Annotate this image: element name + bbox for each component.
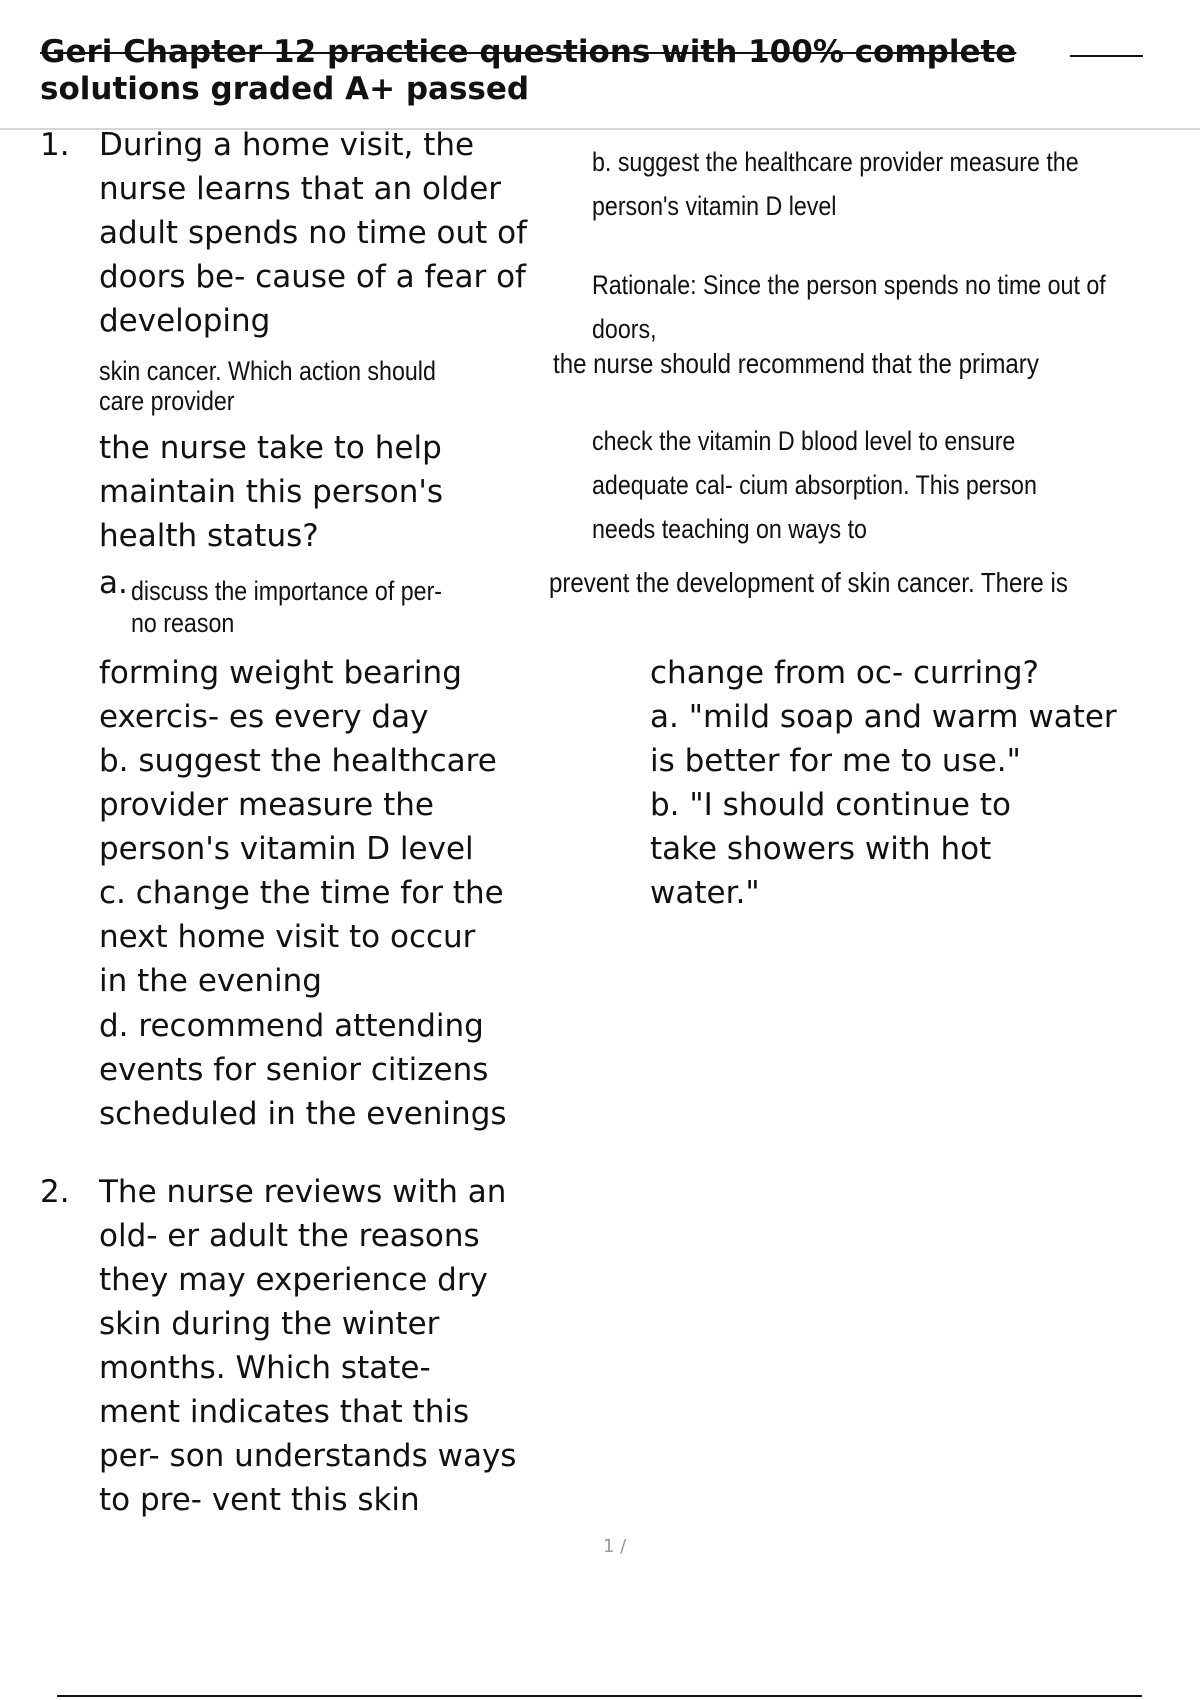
- document-title: [40, 34, 1140, 108]
- option-a-end: forming weight bearing exercis- es every day: [99, 655, 462, 735]
- question-1-answer: b. suggest the healthcare provider measure the person's vitamin D level: [592, 147, 1079, 221]
- question-1-stem-end: the nurse take to help maintain this person's health status?: [99, 430, 444, 554]
- question-2-continuation: change from oc- curring? a. "mild soap and warm water is better for me to use." b. "I should continue to take showers with hot water.": [650, 655, 1117, 911]
- question-1-rationale: Rationale: Since the person spends no time out of doors,: [592, 270, 1106, 344]
- option-c: c. change the time for the next home visit to occur in the evening: [99, 875, 504, 999]
- question-1-stem-continued: skin cancer. Which action should: [99, 356, 436, 386]
- question-1-rationale-end: prevent the development of skin cancer. There is: [549, 567, 1068, 598]
- question-1-number: 1.: [40, 127, 70, 163]
- question-2-stem: The nurse reviews with an old- er adult the reasons they may experience dry skin during the winter months. Which state- ment indicates that this per- son understands ways to pre- vent this skin: [99, 1174, 517, 1518]
- option-a-letter: a.: [99, 565, 128, 601]
- title-line-1: Geri Chapter 12 practice questions with 100% complete: [40, 34, 1017, 70]
- option-d: d. recommend attending events for senior citizens scheduled in the evenings: [99, 1008, 507, 1132]
- question-1-stem-wrap: care provider: [99, 386, 235, 416]
- footer-divider: [57, 1695, 1142, 1697]
- title-strike-rule: [1070, 55, 1143, 57]
- option-a-start: discuss the importance of per-: [131, 576, 443, 606]
- question-2-number: 2.: [40, 1174, 70, 1210]
- question-1-stem: During a home visit, the nurse learns that an older adult spends no time out of doors be- cause of a fear of developing: [99, 127, 528, 339]
- question-1-rationale-cont: the nurse should recommend that the primary: [553, 348, 1039, 379]
- option-a-wrap: no reason: [131, 608, 235, 638]
- option-b: b. suggest the healthcare provider measure the person's vitamin D level: [99, 743, 497, 867]
- title-line-2: solutions graded A+ passed: [40, 71, 530, 107]
- question-1-rationale-detail: check the vitamin D blood level to ensure adequate cal- cium absorption. This person needs teaching on ways to: [592, 426, 1037, 544]
- page-number: 1 /: [603, 1536, 627, 1557]
